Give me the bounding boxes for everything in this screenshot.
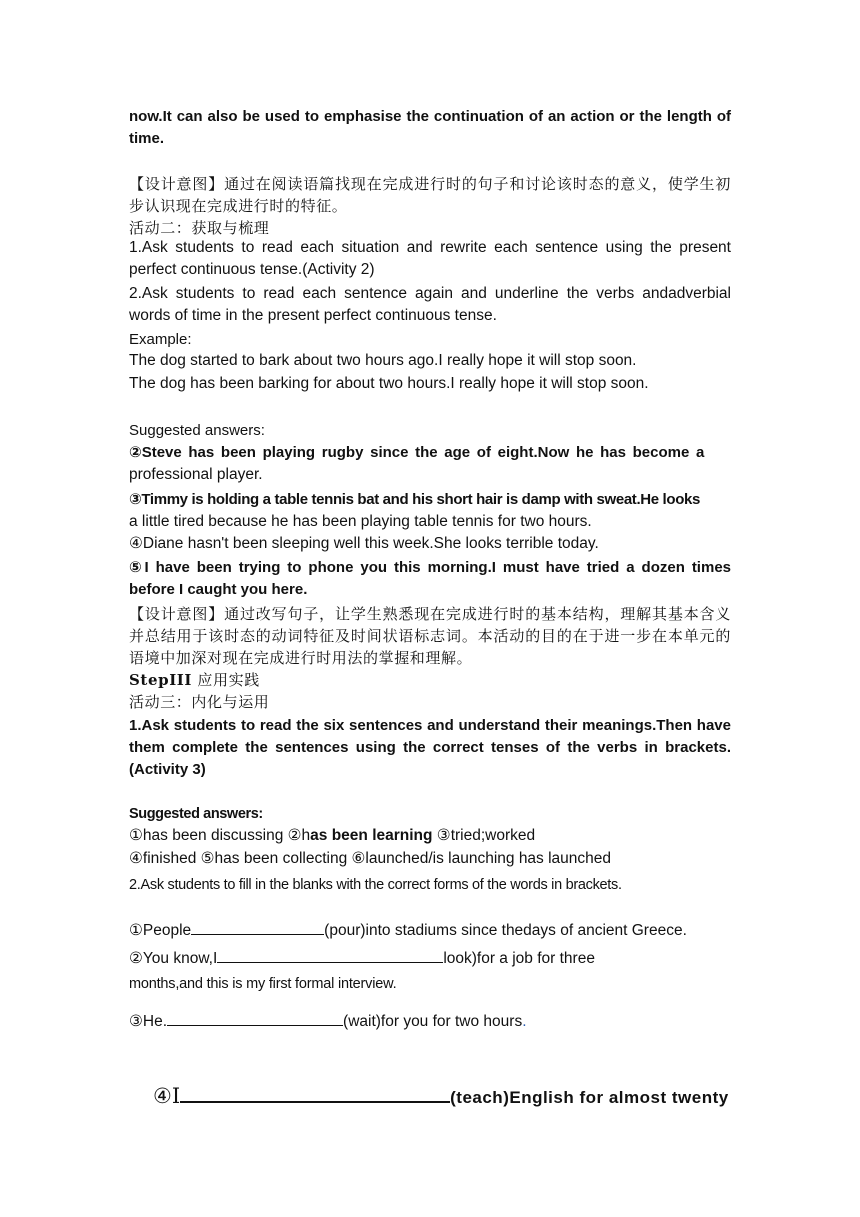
instruction-paragraph: 1.Ask students to read each situation and rewrite each sentence using the present perfect continuous tense.(Activity 2) [129, 239, 731, 278]
step-label: StepIII [129, 671, 193, 689]
answer-blank[interactable] [180, 1084, 450, 1103]
step-title: 应用实践 [192, 671, 260, 689]
example-label: Example: [129, 331, 192, 348]
question-number: ②You know,I [129, 950, 218, 967]
answer-text: ①has been discussing ②h [129, 827, 311, 844]
design-intent-paragraph: 【设计意图】通过在阅读语篇找现在完成进行时的句子和讨论该时态的意义，使学生初步认识现在完成进行时的特征。 [129, 175, 731, 215]
answer-text: professional player. [129, 466, 263, 483]
answer-text: ③tried;worked [432, 827, 536, 844]
question-text: (teach)English for almost twenty [450, 1088, 729, 1107]
question-text: . [522, 1013, 527, 1030]
question-number: ③He. [129, 1013, 168, 1030]
answer-bold-text: as been learning [310, 827, 433, 844]
answer-row: ④finished ⑤has been collecting ⑥launched/is launching has launched [129, 850, 612, 867]
exercise-question [129, 1010, 731, 1033]
intro-paragraph: now.It can also be used to emphasise the continuation of an action or the length of time. [129, 108, 731, 147]
instruction-paragraph: 2.Ask students to read each sentence again and underline the verbs andadverbial words of time in the present perfect continuous tense. [129, 285, 731, 324]
activity-heading: 活动二：获取与梳理 [129, 219, 270, 237]
question-text: look)for a job for three [443, 950, 595, 967]
answer-blank[interactable] [167, 1010, 343, 1026]
question-number: ①People [129, 922, 192, 939]
answer-item: ⑤I have been trying to phone you this morning.I must have tried a dozen times before I caught you here. [129, 559, 731, 598]
question-number: ④I [153, 1084, 181, 1108]
answer-bold-text: ②Steve has been playing rugby since the age of eight.Now he has become a [129, 444, 705, 461]
question-continuation: months,and this is my first formal interview. [129, 976, 397, 992]
exercise-question [129, 919, 731, 942]
design-intent-paragraph: 【设计意图】通过改写句子，让学生熟悉现在完成进行时的基本结构，理解其基本含义并总结用于该时态的动词特征及时间状语标志词。本活动的目的在于进一步在本单元的语境中加深对现在完成进行时用法的掌握和理解。 [129, 605, 731, 667]
step-heading [129, 669, 731, 691]
answer-item [129, 489, 731, 533]
question-text: (wait)for you for two hours [343, 1013, 523, 1030]
example-sentence: The dog has been barking for about two hours.I really hope it will stop soon. [129, 375, 649, 392]
instruction-paragraph: 1.Ask students to read the six sentences and understand their meanings.Then have them complete the sentences using the correct tenses of the verbs in brackets.(Activity 3) [129, 717, 731, 778]
question-text: (pour)into stadiums since thedays of ancient Greece. [324, 922, 687, 939]
exercise-question [129, 947, 731, 970]
answer-blank[interactable] [217, 947, 443, 963]
answer-item: ④Diane hasn't been sleeping well this week.She looks terrible today. [129, 535, 599, 552]
answer-item [129, 442, 731, 486]
exercise-question [153, 1082, 733, 1110]
activity-heading: 活动三：内化与运用 [129, 693, 270, 711]
answer-blank[interactable] [191, 919, 324, 935]
answer-bold-text: ③Timmy is holding a table tennis bat and his short hair is damp with sweat.He looks [129, 491, 700, 508]
suggested-answers-label: Suggested answers: [129, 422, 265, 439]
instruction-paragraph: 2.Ask students to fill in the blanks with the correct forms of the words in brackets. [129, 877, 622, 893]
example-sentence: The dog started to bark about two hours ago.I really hope it will stop soon. [129, 352, 637, 369]
answer-row [129, 825, 731, 847]
suggested-answers-label: Suggested answers: [129, 806, 263, 822]
answer-text: a little tired because he has been playing table tennis for two hours. [129, 513, 592, 530]
